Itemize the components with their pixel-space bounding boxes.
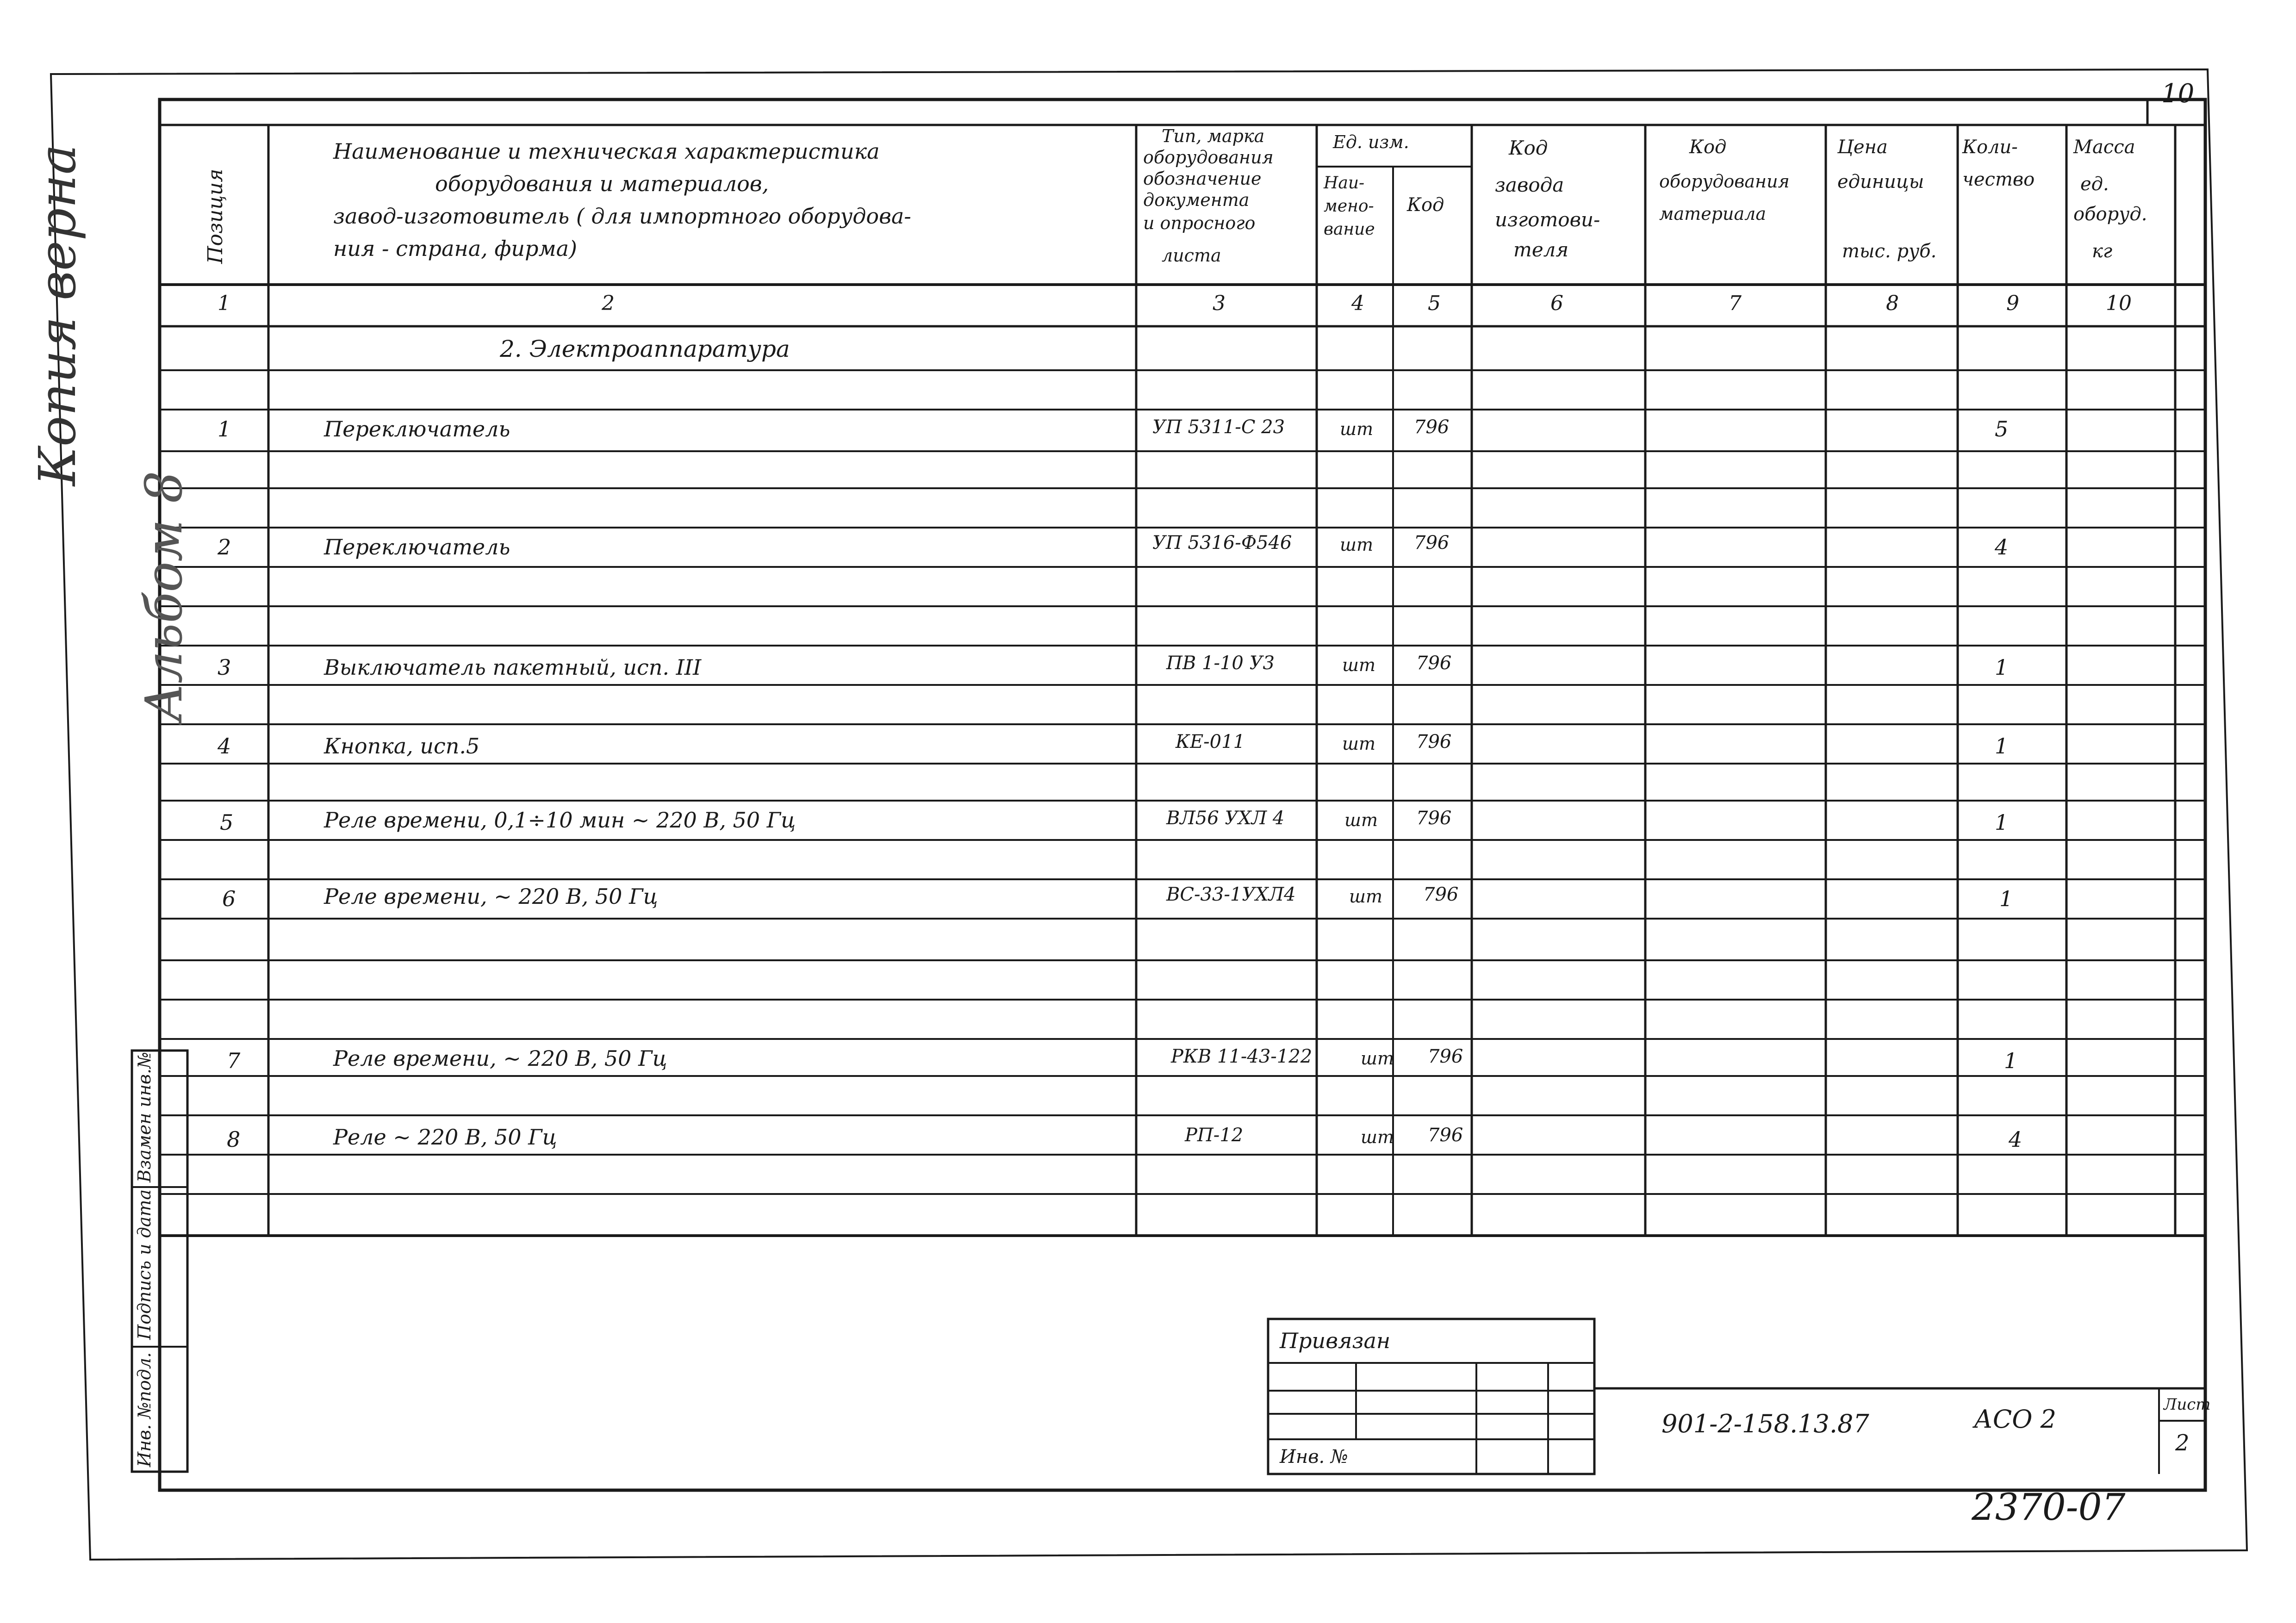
row7-type: РКВ 11-43-122 [1171,1046,1313,1067]
row2-pos: 2 [218,535,231,560]
header-type-line5: и опросного [1143,213,1256,233]
archive-number: 2370-07 [1972,1486,2126,1529]
row3-code: 796 [1416,653,1452,674]
header-type-line1: Тип, марка [1162,126,1265,146]
row3-pos: 3 [218,655,231,680]
row7-unit: шт [1361,1048,1394,1069]
row2-qty: 4 [1995,535,2009,560]
row7-name: Реле времени, ~ 220 В, 50 Гц [333,1046,667,1071]
row6-type: ВС-33-1УХЛ4 [1166,884,1296,905]
row4-unit: шт [1342,734,1376,754]
header-qty2: чество [1962,169,2035,190]
row5-unit: шт [1344,810,1378,830]
colnum-6: 6 [1550,292,1563,315]
header-unit-code: Код [1407,194,1444,216]
row8-type: РП-12 [1185,1125,1244,1146]
header-unit-top: Ед. изм. [1333,132,1409,152]
section-title: 2. Электроаппаратура [500,336,790,362]
row4-type: КЕ-011 [1176,731,1245,752]
colnum-9: 9 [2006,292,2019,315]
header-unit-name1: Наи- [1324,174,1365,193]
row3-qty: 1 [1995,655,2009,680]
row5-pos: 5 [220,810,234,835]
header-plant-code1: Код [1509,137,1548,159]
row6-qty: 1 [1999,886,2013,911]
header-price1: Цена [1837,137,1888,158]
colnum-10: 10 [2106,292,2132,315]
header-equip-code2: оборудования [1659,171,1790,192]
stamp-bound: Привязан [1280,1328,1391,1353]
header-equip-code1: Код [1689,137,1727,158]
header-name-line4: ния - страна, фирма) [333,236,577,261]
row1-pos: 1 [218,417,231,442]
header-unit-name3: вание [1324,220,1375,239]
row2-name: Переключатель [324,535,510,560]
colnum-2: 2 [602,292,615,315]
header-type-line2: оборудования [1143,147,1274,168]
row3-type: ПВ 1-10 У3 [1166,653,1275,674]
colnum-1: 1 [218,292,230,315]
header-equip-code3: материала [1659,204,1766,224]
header-name-line3: завод-изготовитель ( для импортного оборудова- [333,204,911,229]
row5-name: Реле времени, 0,1÷10 мин ~ 220 В, 50 Гц [324,808,796,833]
header-price3: тыс. руб. [1842,241,1937,262]
header-name-line1: Наименование и техническая характеристика [333,139,880,164]
header-price2: единицы [1837,171,1924,193]
row7-pos: 7 [227,1048,241,1073]
row4-code: 796 [1416,731,1452,752]
header-mass4: кг [2092,241,2113,262]
row1-type: УП 5311-С 23 [1152,417,1285,438]
strip-inv-original: Инв. №подл. [134,1352,155,1467]
header-position: Позиция [204,168,227,264]
header-mass3: оборуд. [2073,204,2147,225]
row8-unit: шт [1361,1127,1394,1147]
row1-name: Переключатель [324,417,510,442]
strip-replaced-inv: Взамен инв.№ [134,1051,155,1182]
header-type-line3: обозначение [1143,168,1262,189]
header-mass1: Масса [2073,137,2135,158]
row4-qty: 1 [1995,734,2009,759]
header-plant-code2: завода [1495,174,1564,196]
row7-qty: 1 [2004,1048,2018,1073]
row6-unit: шт [1349,886,1383,907]
stamp-inv: Инв. № [1280,1446,1348,1468]
row6-pos: 6 [222,886,236,911]
header-type-line6: листа [1162,245,1221,266]
row7-code: 796 [1428,1046,1463,1067]
row1-unit: шт [1340,419,1374,439]
header-plant-code3: изготови- [1495,208,1600,231]
row4-pos: 4 [218,734,231,759]
colnum-3: 3 [1213,292,1226,315]
row8-qty: 4 [2009,1127,2022,1152]
row4-name: Кнопка, исп.5 [324,734,480,759]
header-unit-name2: мено- [1324,197,1374,216]
colnum-7: 7 [1729,292,1742,315]
row3-unit: шт [1342,655,1376,675]
row3-name: Выключатель пакетный, исп. III [324,655,702,680]
header-qty1: Коли- [1962,137,2018,158]
doc-code: 901-2-158.13.87 [1661,1409,1869,1438]
colnum-5: 5 [1428,292,1441,315]
strip-signature-date: Подпись и дата [134,1189,155,1340]
row5-type: ВЛ56 УХЛ 4 [1166,808,1285,829]
row1-code: 796 [1414,417,1450,438]
row1-qty: 5 [1995,417,2009,442]
row2-code: 796 [1414,532,1450,553]
row8-name: Реле ~ 220 В, 50 Гц [333,1125,557,1150]
row2-unit: шт [1340,535,1374,555]
row8-pos: 8 [227,1127,241,1152]
row6-code: 796 [1423,884,1459,905]
header-plant-code4: теля [1513,238,1569,261]
row8-code: 796 [1428,1125,1463,1146]
doc-set: АСО 2 [1974,1405,2057,1434]
row6-name: Реле времени, ~ 220 В, 50 Гц [324,884,658,909]
stamp-album: Альбом 8 [134,471,193,722]
header-type-line4: документа [1143,190,1250,210]
row5-qty: 1 [1995,810,2009,835]
row2-type: УП 5316-Ф546 [1152,532,1292,553]
sheet-number: 2 [2175,1430,2190,1456]
header-mass2: ед. [2080,174,2109,195]
colnum-8: 8 [1886,292,1899,315]
header-name-line2: оборудования и материалов, [435,171,769,196]
stamp-copy-verified: Копия верна [28,144,87,486]
row5-code: 796 [1416,808,1452,829]
sheet-label: Лист [2164,1395,2211,1414]
sheet-number-top: 10 [2161,79,2195,109]
colnum-4: 4 [1351,292,1364,315]
